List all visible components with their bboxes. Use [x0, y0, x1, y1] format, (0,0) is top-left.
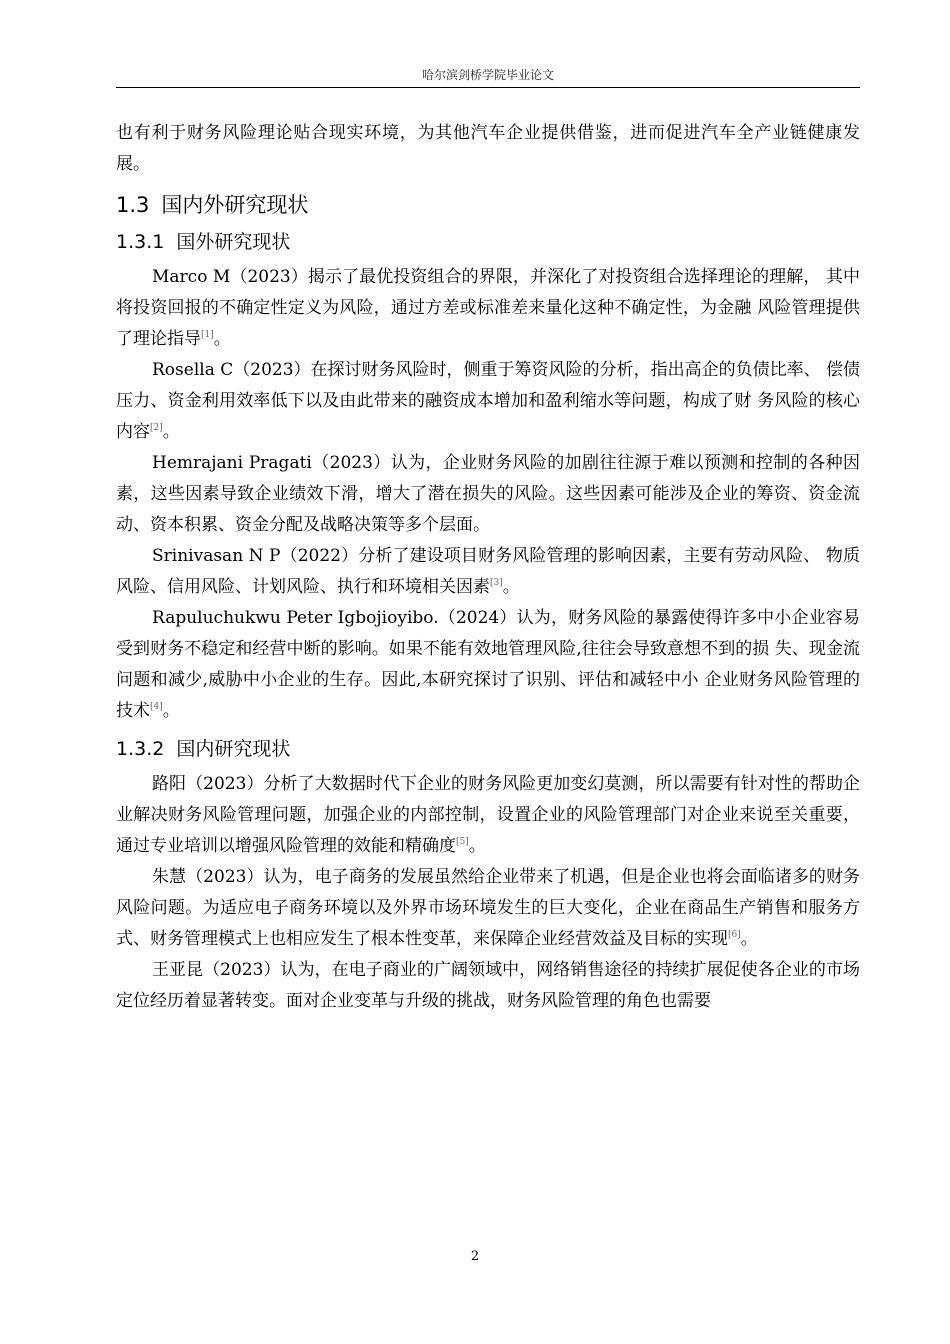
- page-number: 2: [470, 1249, 480, 1264]
- header-rule: [116, 87, 860, 88]
- paragraph-hemrajani: Hemrajani Pragati（2023）认为，企业财务风险的加剧往往源于难以预测和控制的各种因素，这些因素导致企业绩效下滑，增大了潜在损失的风险。这些因素可能涉及企业的筹资、资金流动、资本积累、资金分配及战略决策等多个层面。: [116, 453, 860, 535]
- section-number: 1.3: [116, 193, 150, 217]
- citation-5: [5]: [456, 837, 469, 847]
- running-header: 哈尔滨剑桥学院毕业论文: [421, 68, 554, 82]
- subsection-title: 国外研究现状: [176, 231, 291, 253]
- subsection-number: 1.3.1: [116, 231, 165, 253]
- subsection-number: 1.3.2: [116, 738, 165, 760]
- paragraph-rosella: Rosella C（2023）在探讨财务风险时，侧重于筹资风险的分析，指出高企的负债比率、 偿债压力、资金利用效率低下以及由此带来的融资成本增加和盈利缩水等问题，构成了财 务风险的核心内容[2]。: [116, 360, 860, 442]
- citation-2: [2]: [150, 423, 163, 433]
- citation-1: [1]: [201, 330, 214, 340]
- section-heading-1-3: [116, 190, 860, 220]
- paragraph-rapuluchukwu: Rapuluchukwu Peter Igbojioyibo.（2024）认为，财务风险的暴露使得许多中小企业容易受到财务不稳定和经营中断的影响。如果不能有效地管理风险,往往会导致意想不到的损 失、现金流问题和减少,威胁中小企业的生存。因此,本研究探讨了识别、评估和减轻中小 企业财务风险管理的技术[4]。: [116, 608, 860, 721]
- subsection-heading-1-3-2: [116, 735, 860, 763]
- paragraph-marco: Marco M（2023）揭示了最优投资组合的界限，并深化了对投资组合选择理论的理解， 其中将投资回报的不确定性定义为风险，通过方差或标准差来量化这种不确定性，为金融 风险管理提供了理论指导[1]。: [116, 267, 860, 349]
- paragraph-wangyakun: 王亚昆（2023）认为，在电子商业的广阔领域中，网络销售途径的持续扩展促使各企业的市场定位经历着显著转变。面对企业变革与升级的挑战，财务风险管理的角色也需要: [116, 960, 860, 1011]
- paragraph-srinivasan: Srinivasan N P（2022）分析了建设项目财务风险管理的影响因素，主要有劳动风险、 物质风险、信用风险、计划风险、执行和环境相关因素[3]。: [116, 546, 860, 597]
- page-body: [116, 118, 860, 1017]
- subsection-title: 国内研究现状: [176, 738, 291, 760]
- citation-3: [3]: [490, 578, 503, 588]
- paragraph-luyang: 路阳（2023）分析了大数据时代下企业的财务风险更加变幻莫测，所以需要有针对性的帮助企业解决财务风险管理问题，加强企业的内部控制，设置企业的风险管理部门对企业来说至关重要，通过专业培训以增强风险管理的效能和精确度[5]。: [116, 774, 860, 856]
- paragraph-zhuhui: 朱慧（2023）认为，电子商务的发展虽然给企业带来了机遇，但是企业也将会面临诸多的财务风险问题。为适应电子商务环境以及外界市场环境发生的巨大变化，企业在商品生产销售和服务方式、财务管理模式上也相应发生了根本性变革，来保障企业经营效益及目标的实现[6]。: [116, 867, 860, 949]
- citation-4: [4]: [150, 702, 163, 712]
- intro-paragraph: 也有利于财务风险理论贴合现实环境，为其他汽车企业提供借鉴，进而促进汽车全产业链健康发展。: [116, 123, 860, 174]
- section-title: 国内外研究现状: [161, 193, 309, 217]
- citation-6: [6]: [728, 930, 741, 940]
- subsection-heading-1-3-1: [116, 228, 860, 256]
